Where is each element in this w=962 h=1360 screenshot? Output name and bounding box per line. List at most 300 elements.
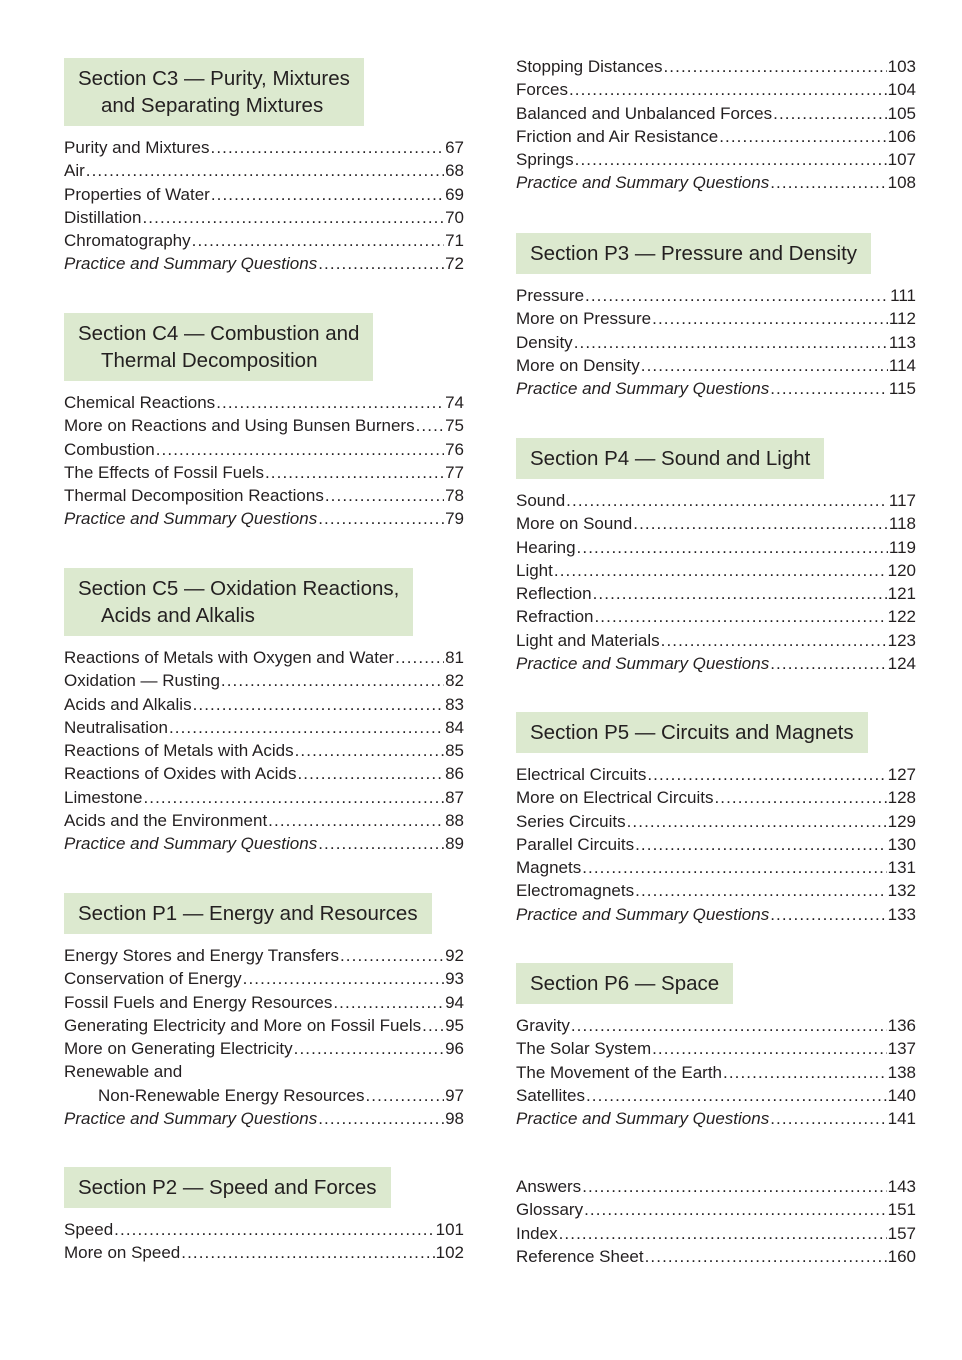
- toc-entry-page-number: 133: [887, 904, 916, 924]
- toc-entry[interactable]: [64, 832, 464, 855]
- toc-entry-page-number: 95: [445, 1015, 464, 1035]
- toc-entry[interactable]: [516, 856, 916, 879]
- dot-leader: [641, 354, 888, 377]
- toc-entry-title: Conservation of Energy: [64, 969, 242, 989]
- dot-leader: [554, 559, 887, 582]
- toc-entry-page-number: 138: [887, 1062, 916, 1082]
- toc-entry-title: Chemical Reactions: [64, 393, 216, 412]
- toc-entry-title: Sound: [516, 491, 566, 510]
- toc-entry[interactable]: [516, 833, 916, 856]
- toc-entry[interactable]: [516, 786, 916, 809]
- dot-leader: [770, 377, 888, 400]
- toc-entry-page-number: 75: [445, 416, 464, 436]
- toc-entry-page-number: 94: [445, 992, 464, 1012]
- dot-leader: [340, 944, 444, 967]
- dot-leader: [318, 832, 444, 855]
- toc-section-back-matter: [516, 1175, 916, 1268]
- toc-section-p4: [516, 438, 916, 675]
- toc-entry-title: Practice and Summary Questions: [64, 1109, 318, 1129]
- toc-entry-title: Practice and Summary Questions: [64, 834, 318, 854]
- toc-entry[interactable]: [64, 252, 464, 275]
- toc-entry-prefix-line: [64, 1060, 464, 1083]
- toc-entry-page-number: 118: [888, 514, 916, 534]
- toc-entry-title: More on Density: [516, 355, 640, 375]
- toc-entry-page-number: 123: [887, 630, 916, 650]
- dot-leader: [265, 461, 444, 484]
- toc-entry-title: Satellites: [516, 1085, 585, 1105]
- toc-entry-title: Combustion: [64, 439, 155, 459]
- section-title-line2: and Separating Mixtures: [101, 94, 324, 117]
- toc-entry[interactable]: [64, 507, 464, 530]
- toc-entry[interactable]: [64, 786, 464, 809]
- toc-entry-page-number: 108: [887, 173, 916, 193]
- toc-entry-title: Practice and Summary Questions: [64, 509, 318, 529]
- dot-leader: [627, 810, 887, 833]
- toc-entry-page-number: 132: [887, 881, 916, 901]
- toc-entry-page-number: 113: [888, 332, 916, 352]
- toc-entry-title: The Solar System: [516, 1039, 652, 1059]
- toc-entry-list: [64, 646, 464, 856]
- dot-leader: [633, 512, 888, 535]
- toc-entry-page-number: 131: [887, 858, 916, 878]
- toc-entry-title: Practice and Summary Questions: [64, 254, 318, 274]
- toc-entry-title: Thermal Decomposition Reactions: [64, 486, 324, 506]
- toc-entry-title: Pressure: [516, 286, 585, 305]
- dot-leader: [422, 1014, 444, 1037]
- dot-leader: [652, 307, 888, 330]
- toc-entry-title: More on Reactions and Using Bunsen Burners: [64, 416, 415, 436]
- toc-entry[interactable]: [516, 629, 916, 652]
- dot-leader: [586, 1084, 887, 1107]
- toc-entry-title: Reactions of Metals with Acids: [64, 741, 294, 761]
- dot-leader: [652, 1037, 887, 1060]
- toc-entry-page-number: 107: [887, 150, 916, 170]
- toc-entry-page-number: 93: [445, 969, 464, 989]
- section-title-line1: Section P4 — Sound and Light: [530, 447, 811, 470]
- toc-entry-title: The Movement of the Earth: [516, 1062, 722, 1082]
- dot-leader: [416, 414, 444, 437]
- toc-entry[interactable]: [516, 1084, 916, 1107]
- dot-leader: [268, 809, 444, 832]
- toc-entry-page-number: 129: [887, 811, 916, 831]
- toc-entry-title: Chromatography: [64, 231, 191, 251]
- dot-leader: [365, 1084, 444, 1107]
- toc-entry[interactable]: [64, 967, 464, 990]
- toc-entry-page-number: 83: [445, 694, 464, 714]
- toc-entry-page-number: 124: [887, 654, 916, 674]
- toc-entry[interactable]: [516, 903, 916, 926]
- dot-leader: [333, 991, 444, 1014]
- toc-entry-title: Practice and Summary Questions: [516, 1109, 770, 1129]
- section-header: [64, 58, 364, 126]
- toc-entry[interactable]: [516, 1037, 916, 1060]
- toc-entry[interactable]: [64, 991, 464, 1014]
- toc-entry-title: More on Speed: [64, 1243, 181, 1263]
- toc-entry[interactable]: [516, 879, 916, 902]
- toc-entry-title: Series Circuits: [516, 811, 626, 831]
- toc-entry-list: [516, 284, 916, 400]
- toc-entry-page-number: 151: [887, 1200, 916, 1220]
- dot-leader: [719, 125, 886, 148]
- dot-leader: [661, 629, 887, 652]
- dot-leader: [294, 1037, 444, 1060]
- toc-entry-page-number: 77: [445, 462, 464, 482]
- toc-entry[interactable]: [64, 1014, 464, 1037]
- toc-entry-list: [64, 391, 464, 531]
- toc-entry[interactable]: [64, 229, 464, 252]
- toc-entry-page-number: 86: [445, 764, 464, 784]
- toc-entry[interactable]: [516, 1175, 916, 1198]
- toc-entry-page-number: 101: [435, 1220, 464, 1239]
- toc-entry[interactable]: [516, 1107, 916, 1130]
- dot-leader: [635, 879, 887, 902]
- section-title-line2: Thermal Decomposition: [101, 349, 318, 372]
- toc-entry-list: [516, 1175, 916, 1268]
- toc-entry[interactable]: [64, 1218, 464, 1241]
- toc-entry-list: [64, 944, 464, 1130]
- section-header: [516, 438, 824, 479]
- toc-entry-title: Electromagnets: [516, 881, 635, 901]
- section-title-line1: Section P3 — Pressure and Density: [530, 242, 858, 265]
- toc-entry[interactable]: [516, 810, 916, 833]
- toc-entry[interactable]: [64, 693, 464, 716]
- dot-leader: [318, 252, 444, 275]
- toc-entry-list: [64, 1218, 464, 1265]
- toc-entry[interactable]: [516, 582, 916, 605]
- toc-entry-page-number: 120: [887, 560, 916, 580]
- dot-leader: [193, 693, 445, 716]
- toc-entry[interactable]: [516, 605, 916, 628]
- toc-entry-title: Properties of Water: [64, 184, 210, 204]
- toc-entry[interactable]: [516, 148, 916, 171]
- toc-entry-title: The Effects of Fossil Fuels: [64, 462, 264, 482]
- toc-entry[interactable]: [64, 669, 464, 692]
- toc-entry-page-number: 137: [887, 1039, 916, 1059]
- toc-entry[interactable]: [64, 461, 464, 484]
- dot-leader: [156, 438, 444, 461]
- dot-leader: [574, 331, 888, 354]
- toc-entry-page-number: 74: [445, 393, 464, 412]
- dot-leader: [318, 507, 444, 530]
- toc-section-c5: [64, 568, 464, 856]
- toc-entry-page-number: 70: [445, 207, 464, 227]
- toc-entry-title: Forces: [516, 80, 568, 100]
- dot-leader: [582, 1175, 886, 1198]
- dot-leader: [395, 646, 444, 669]
- toc-entry-title: Purity and Mixtures: [64, 138, 210, 157]
- toc-entry-title: Reflection: [516, 584, 592, 604]
- toc-entry[interactable]: [516, 102, 916, 125]
- toc-entry[interactable]: [516, 331, 916, 354]
- section-title-line1: Section C5 — Oxidation Reactions,: [78, 577, 400, 600]
- toc-entry[interactable]: [64, 944, 464, 967]
- toc-entry-page-number: 79: [445, 509, 464, 529]
- toc-entry-page-number: 102: [435, 1243, 464, 1263]
- dot-leader: [114, 1218, 434, 1241]
- toc-entry-title: Acids and the Environment: [64, 811, 268, 831]
- toc-entry-page-number: 97: [445, 1085, 464, 1105]
- toc-section-p1: [64, 893, 464, 1130]
- toc-entry-list: [516, 489, 916, 675]
- section-header: [64, 1167, 391, 1208]
- toc-entry-title: Reactions of Metals with Oxygen and Water: [64, 648, 395, 667]
- dot-leader: [297, 762, 444, 785]
- dot-leader: [585, 284, 889, 307]
- toc-entry-title: More on Electrical Circuits: [516, 788, 714, 808]
- toc-entry[interactable]: [516, 489, 916, 512]
- toc-entry[interactable]: [516, 125, 916, 148]
- section-title-line1: Section P5 — Circuits and Magnets: [530, 721, 854, 744]
- toc-entry-page-number: 127: [887, 765, 916, 784]
- toc-entry[interactable]: [516, 377, 916, 400]
- dot-leader: [723, 1061, 887, 1084]
- toc-entry[interactable]: [64, 484, 464, 507]
- toc-entry[interactable]: [64, 1241, 464, 1264]
- toc-entry-page-number: 160: [887, 1246, 916, 1266]
- dot-leader: [571, 1014, 887, 1037]
- toc-entry-page-number: 119: [888, 537, 916, 557]
- toc-entry-title: Generating Electricity and More on Fossil Fuels: [64, 1015, 422, 1035]
- toc-entry-title: Stopping Distances: [516, 57, 663, 76]
- toc-entry[interactable]: [516, 78, 916, 101]
- dot-leader: [647, 763, 886, 786]
- dot-leader: [295, 739, 444, 762]
- section-header: [64, 893, 432, 934]
- toc-entry-title: Hearing: [516, 537, 576, 557]
- toc-section-c3: [64, 58, 464, 276]
- toc-entry-title: Practice and Summary Questions: [516, 654, 770, 674]
- section-header: [516, 233, 871, 274]
- section-header: [64, 568, 413, 636]
- toc-entry[interactable]: [516, 1014, 916, 1037]
- dot-leader: [582, 856, 886, 879]
- toc-entry[interactable]: [64, 1107, 464, 1130]
- toc-entry-title: Reference Sheet: [516, 1246, 644, 1266]
- toc-entry-title: Glossary: [516, 1200, 584, 1220]
- toc-entry-title: Friction and Air Resistance: [516, 126, 719, 146]
- dot-leader: [575, 148, 887, 171]
- dot-leader: [770, 903, 886, 926]
- dot-leader: [169, 716, 444, 739]
- dot-leader: [593, 582, 887, 605]
- dot-leader: [559, 1222, 887, 1245]
- toc-entry-title: More on Pressure: [516, 309, 652, 329]
- toc-entry[interactable]: [516, 354, 916, 377]
- toc-entry-title: Energy Stores and Energy Transfers: [64, 946, 339, 965]
- toc-entry[interactable]: [516, 512, 916, 535]
- dot-leader: [770, 1107, 886, 1130]
- toc-entry-title: Oxidation — Rusting: [64, 671, 220, 691]
- toc-entry-list: [516, 763, 916, 926]
- toc-entry[interactable]: [64, 1037, 464, 1060]
- toc-entry-page-number: 88: [445, 811, 464, 831]
- toc-entry-title: Air: [64, 161, 85, 181]
- dot-leader: [143, 786, 444, 809]
- toc-entry[interactable]: [64, 1084, 464, 1107]
- section-title-line1: Section P2 — Speed and Forces: [78, 1176, 377, 1199]
- toc-entry-title: Practice and Summary Questions: [516, 904, 770, 924]
- dot-leader: [663, 55, 886, 78]
- toc-entry-title: More on Sound: [516, 514, 633, 534]
- toc-entry-page-number: 87: [445, 787, 464, 807]
- toc-entry[interactable]: [516, 1061, 916, 1084]
- toc-entry[interactable]: [516, 559, 916, 582]
- toc-entry-title: Limestone: [64, 787, 143, 807]
- dot-leader: [325, 484, 444, 507]
- toc-section-p5: [516, 712, 916, 926]
- toc-entry-page-number: 111: [890, 286, 916, 305]
- toc-entry-page-number: 68: [445, 161, 464, 181]
- toc-entry[interactable]: [516, 171, 916, 194]
- toc-entry-title: Light: [516, 560, 553, 580]
- toc-entry-page-number: 105: [887, 103, 916, 123]
- toc-entry-title: Index: [516, 1223, 558, 1243]
- toc-entry[interactable]: [64, 136, 464, 159]
- toc-entry[interactable]: [64, 206, 464, 229]
- toc-entry[interactable]: [64, 438, 464, 461]
- toc-entry-page-number: 92: [445, 946, 464, 965]
- toc-entry-page-number: 72: [445, 254, 464, 274]
- toc-entry[interactable]: [64, 159, 464, 182]
- toc-entry-page-number: 76: [445, 439, 464, 459]
- dot-leader: [211, 183, 444, 206]
- dot-leader: [566, 489, 888, 512]
- toc-entry-title: Parallel Circuits: [516, 834, 635, 854]
- dot-leader: [318, 1107, 444, 1130]
- dot-leader: [181, 1241, 434, 1264]
- toc-entry[interactable]: [64, 809, 464, 832]
- toc-entry[interactable]: [516, 652, 916, 675]
- toc-entry[interactable]: [516, 763, 916, 786]
- section-header: [516, 963, 733, 1004]
- toc-entry[interactable]: [516, 307, 916, 330]
- toc-entry[interactable]: [64, 414, 464, 437]
- toc-entry-page-number: 136: [887, 1016, 916, 1035]
- toc-entry-title-prefix: Renewable and: [64, 1062, 183, 1082]
- toc-entry[interactable]: [64, 183, 464, 206]
- toc-entry-title: Reactions of Oxides with Acids: [64, 764, 297, 784]
- toc-entry[interactable]: [516, 1198, 916, 1221]
- toc-entry[interactable]: [516, 55, 916, 78]
- dot-leader: [635, 833, 887, 856]
- toc-entry-page-number: 128: [887, 788, 916, 808]
- toc-entry-page-number: 104: [887, 80, 916, 100]
- toc-entry-page-number: 82: [445, 671, 464, 691]
- toc-entry-page-number: 121: [887, 584, 916, 604]
- dot-leader: [243, 967, 444, 990]
- section-title-line1: Section P1 — Energy and Resources: [78, 902, 418, 925]
- toc-entry-page-number: 78: [445, 486, 464, 506]
- dot-leader: [216, 391, 444, 414]
- toc-entry-title: Acids and Alkalis: [64, 694, 192, 714]
- dot-leader: [770, 652, 886, 675]
- toc-entry-page-number: 89: [445, 834, 464, 854]
- section-title-line1: Section C3 — Purity, Mixtures: [78, 67, 350, 90]
- toc-entry-title: Distillation: [64, 207, 142, 227]
- toc-entry-page-number: 69: [445, 184, 464, 204]
- toc-entry-page-number: 141: [887, 1109, 916, 1129]
- toc-entry[interactable]: [516, 536, 916, 559]
- toc-entry[interactable]: [64, 762, 464, 785]
- dot-leader: [569, 78, 887, 101]
- toc-entry-page-number: 157: [887, 1223, 916, 1243]
- toc-entry-title: Refraction: [516, 607, 594, 627]
- dot-leader: [773, 102, 887, 125]
- toc-entry-page-number: 67: [445, 138, 464, 157]
- toc-entry-title: Non-Renewable Energy Resources: [98, 1085, 365, 1105]
- toc-entry-page-number: 117: [888, 491, 916, 510]
- toc-entry-title: Speed: [64, 1220, 114, 1239]
- dot-leader: [714, 786, 886, 809]
- toc-entry-title: More on Generating Electricity: [64, 1039, 293, 1059]
- toc-entry-page-number: 115: [888, 379, 916, 399]
- toc-entry-title: Practice and Summary Questions: [516, 379, 770, 399]
- section-title-line1: Section P6 — Space: [530, 972, 720, 995]
- dot-leader: [645, 1245, 887, 1268]
- toc-entry-title: Magnets: [516, 858, 582, 878]
- toc-entry-title: Springs: [516, 150, 574, 170]
- section-header: [516, 712, 868, 753]
- toc-entry-page-number: 84: [445, 717, 464, 737]
- toc-entry-page-number: 96: [445, 1039, 464, 1059]
- toc-section-p6: [516, 963, 916, 1130]
- toc-entry-title: Density: [516, 332, 573, 352]
- toc-entry-page-number: 106: [887, 126, 916, 146]
- toc-entry-title: Fossil Fuels and Energy Resources: [64, 992, 333, 1012]
- toc-entry[interactable]: [516, 284, 916, 307]
- toc-entry-title: Balanced and Unbalanced Forces: [516, 103, 773, 123]
- toc-section-p3: [516, 233, 916, 400]
- toc-entry-page-number: 112: [888, 309, 916, 329]
- toc-entry-list: [516, 1014, 916, 1130]
- toc-entry-title: Light and Materials: [516, 630, 660, 650]
- section-title-line1: Section C4 — Combustion and: [78, 322, 360, 345]
- toc-entry-title: Practice and Summary Questions: [516, 173, 770, 193]
- dot-leader: [142, 206, 444, 229]
- dot-leader: [577, 536, 888, 559]
- toc-entry[interactable]: [64, 391, 464, 414]
- dot-leader: [211, 136, 445, 159]
- toc-entry-list: [516, 55, 916, 195]
- toc-entry-page-number: 81: [445, 648, 464, 667]
- toc-entry[interactable]: [64, 646, 464, 669]
- toc-entry-page-number: 122: [887, 607, 916, 627]
- dot-leader: [594, 605, 886, 628]
- toc-entry[interactable]: [516, 1222, 916, 1245]
- section-title-line2: Acids and Alkalis: [101, 604, 255, 627]
- toc-section-p2: [64, 1167, 464, 1265]
- toc-section-p2-cont: [516, 55, 916, 195]
- toc-entry-list: [64, 136, 464, 276]
- toc-entry-title: Electrical Circuits: [516, 765, 647, 784]
- toc-entry-title: Answers: [516, 1177, 582, 1196]
- dot-leader: [86, 159, 444, 182]
- toc-entry[interactable]: [64, 716, 464, 739]
- dot-leader: [584, 1198, 887, 1221]
- toc-entry-title: Gravity: [516, 1016, 570, 1035]
- toc-entry[interactable]: [516, 1245, 916, 1268]
- toc-entry-page-number: 85: [445, 741, 464, 761]
- toc-entry-page-number: 98: [445, 1109, 464, 1129]
- toc-entry-page-number: 103: [887, 57, 916, 76]
- toc-entry-page-number: 143: [887, 1177, 916, 1196]
- dot-leader: [192, 229, 444, 252]
- toc-entry[interactable]: [64, 739, 464, 762]
- toc-entry-page-number: 71: [445, 231, 464, 251]
- section-header: [64, 313, 373, 381]
- toc-entry-page-number: 140: [887, 1085, 916, 1105]
- dot-leader: [221, 669, 444, 692]
